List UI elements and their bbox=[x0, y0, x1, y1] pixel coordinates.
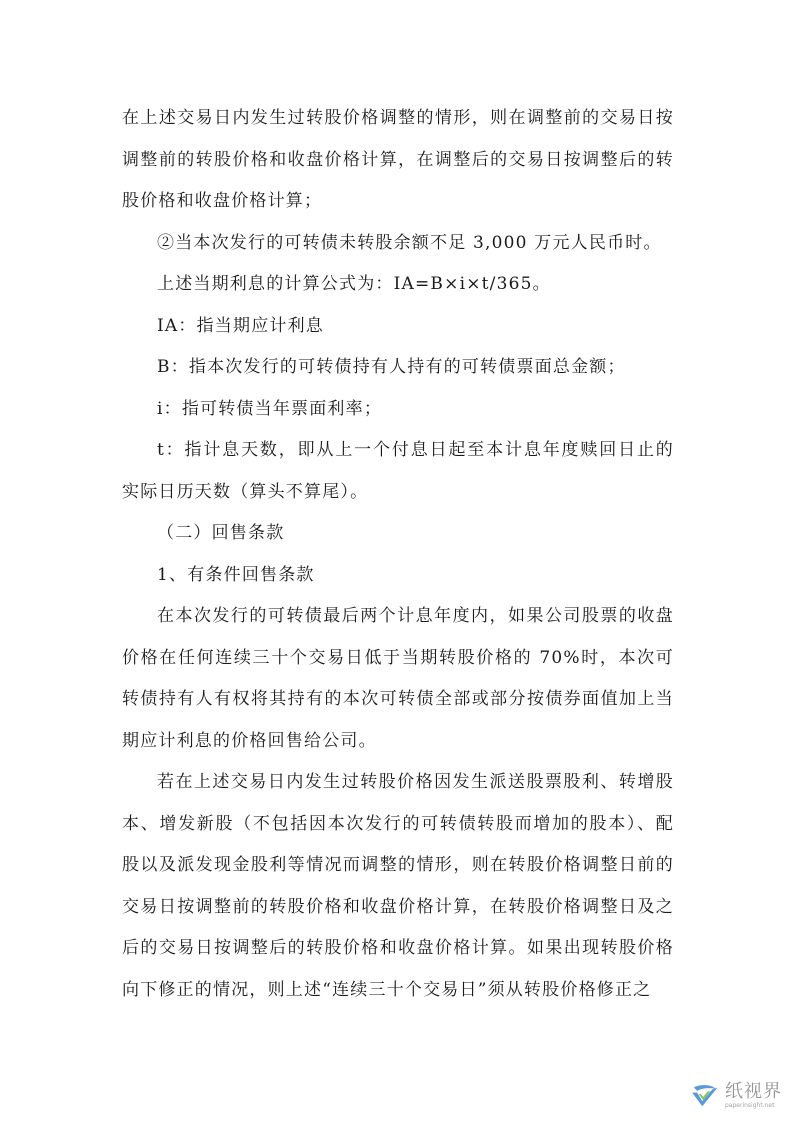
paperinsight-logo-icon bbox=[687, 1079, 721, 1113]
paragraph-3: 上述当期利息的计算公式为：IA=B×i×t/365。 bbox=[157, 274, 551, 294]
paragraph-10: 在本次发行的可转债最后两个计息年度内，如果公司股票的收盘价格在任何连续三十个交易日低于当期转股价格的 70%时，本次可转债持有人有权将其持有的本次可转债全部或部分按债券面值加上当期应计利息的价格回售给公司。 bbox=[122, 606, 674, 751]
watermark-title: 纸视界 bbox=[725, 1081, 782, 1102]
watermark-url: paperinsight.net bbox=[725, 1102, 775, 1109]
subsection-heading: 1、有条件回售条款 bbox=[157, 564, 315, 585]
watermark bbox=[687, 1079, 782, 1113]
paragraph-7: t：指计息天数，即从上一个付息日起至本计息年度赎回日止的实际日历天数（算头不算尾）。 bbox=[122, 440, 674, 502]
paragraph-1: 在上述交易日内发生过转股价格调整的情形，则在调整前的交易日按调整前的转股价格和收盘价格计算，在调整后的交易日按调整后的转股价格和收盘价格计算； bbox=[122, 108, 674, 211]
paragraph-6: i：指可转债当年票面利率； bbox=[157, 398, 383, 419]
section-heading: （二）回售条款 bbox=[157, 523, 285, 543]
paragraph-11: 若在上述交易日内发生过转股价格因发生派送股票股利、转增股本、增发新股（不包括因本次发行的可转债转股而增加的股本）、配股以及派发现金股利等情况而调整的情形，则在转股价格调整日前的交易日按调整前的转股价格和收盘价格计算，在转股价格调整日及之后的交易日按调整后的转股价格和收盘价格计算。如果出现转股价格向下修正的情况，则上述“连续三十个交易日”须从转股价格修正之 bbox=[122, 772, 674, 1000]
paragraph-5: B：指本次发行的可转债持有人持有的可转债票面总金额； bbox=[157, 357, 626, 377]
document-body bbox=[122, 98, 674, 1011]
watermark-text-group bbox=[725, 1082, 782, 1110]
paragraph-4: IA：指当期应计利息 bbox=[157, 315, 324, 336]
paragraph-2: ②当本次发行的可转债未转股余额不足 3,000 万元人民币时。 bbox=[157, 232, 662, 253]
